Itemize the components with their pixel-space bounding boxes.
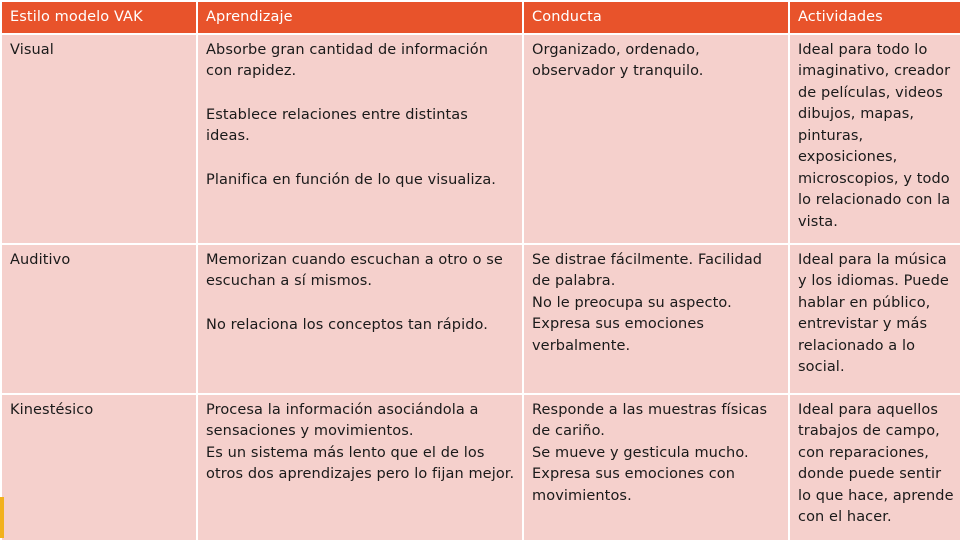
behavior-text: Expresa sus emociones con movimientos. — [532, 466, 736, 504]
table-row — [1, 34, 960, 244]
behavior-cell — [523, 394, 789, 541]
behavior-text: No le preocupa su aspecto. — [532, 294, 732, 311]
activities-cell: Ideal para aquellos trabajos de campo, con reparaciones, donde puede sentir lo que hace, aprende con el hacer. — [789, 394, 960, 541]
header-style: Estilo modelo VAK — [1, 1, 197, 34]
learning-cell — [197, 394, 523, 541]
learning-text: Procesa la información asociándola a sensaciones y movimientos. — [206, 401, 479, 439]
accent-bar — [0, 497, 4, 538]
header-activities: Actividades — [789, 1, 960, 34]
header-row — [1, 1, 960, 34]
style-cell: Auditivo — [1, 244, 197, 394]
table-row — [1, 244, 960, 394]
learning-text: Establece relaciones entre distintas ideas. — [206, 106, 468, 144]
behavior-cell — [523, 244, 789, 394]
learning-cell — [197, 34, 523, 244]
learning-text: Memorizan cuando escuchan a otro o se escuchan a sí mismos. — [206, 251, 503, 289]
learning-text: Absorbe gran cantidad de información con rapidez. — [206, 41, 489, 79]
table-row — [1, 394, 960, 541]
behavior-text: Organizado, ordenado, observador y tranquilo. — [532, 41, 704, 79]
activities-cell: Ideal para todo lo imaginativo, creador de películas, videos dibujos, mapas, pinturas, exposiciones, microscopios, y todo lo relacionado con la vista. — [789, 34, 960, 244]
behavior-cell — [523, 34, 789, 244]
behavior-text: Responde a las muestras físicas de cariño. — [532, 401, 768, 439]
learning-text: No relaciona los conceptos tan rápido. — [206, 316, 488, 333]
behavior-text: Expresa sus emociones verbalmente. — [532, 316, 705, 354]
learning-text: Planifica en función de lo que visualiza. — [206, 171, 497, 188]
header-behavior: Conducta — [523, 1, 789, 34]
style-cell: Visual — [1, 34, 197, 244]
header-learning: Aprendizaje — [197, 1, 523, 34]
activities-cell: Ideal para la música y los idiomas. Puede hablar en público, entrevistar y más relacionado a lo social. — [789, 244, 960, 394]
behavior-text: Se mueve y gesticula mucho. — [532, 444, 749, 461]
behavior-text: Se distrae fácilmente. Facilidad de palabra. — [532, 251, 763, 289]
style-cell: Kinestésico — [1, 394, 197, 541]
learning-text: Es un sistema más lento que el de los otros dos aprendizajes pero lo fijan mejor. — [206, 444, 515, 482]
learning-cell — [197, 244, 523, 394]
